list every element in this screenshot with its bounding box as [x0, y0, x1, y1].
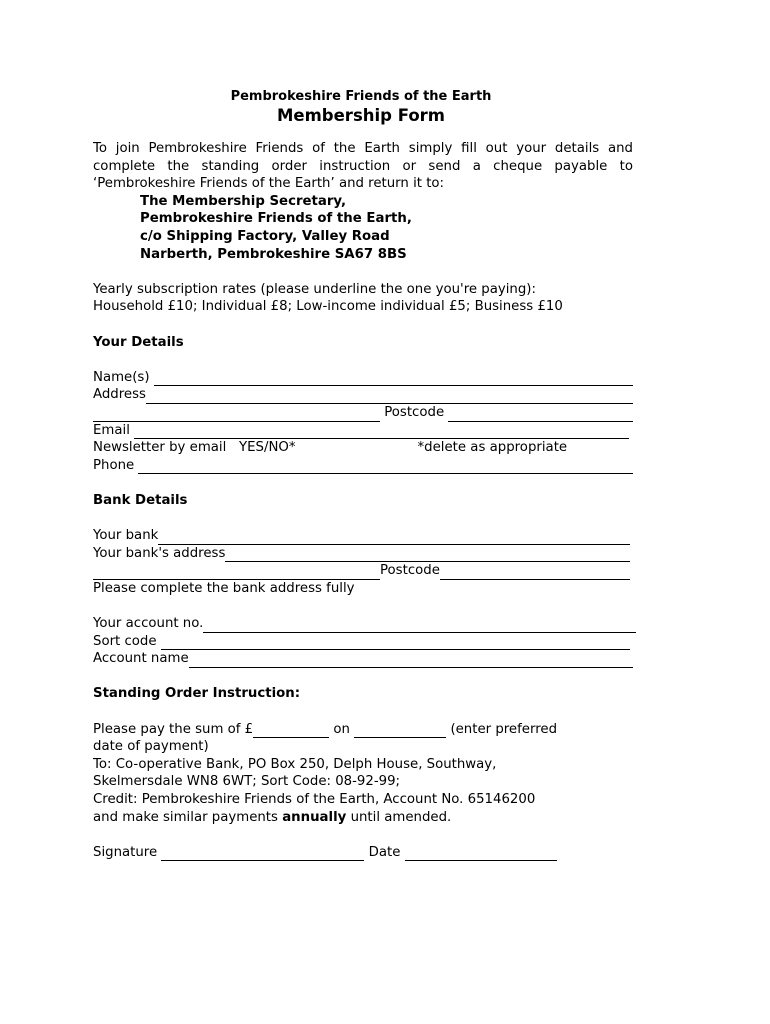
sort-code-input-line[interactable]: [161, 635, 630, 650]
address-line: Narberth, Pembrokeshire SA67 8BS: [140, 246, 407, 262]
pay-sum-label: Please pay the sum of £: [93, 721, 254, 737]
account-no-field: [93, 615, 633, 633]
phone-label: Phone: [93, 457, 135, 473]
bank-to-line-1: To: Co-operative Bank, PO Box 250, Delph House, Southway,: [93, 756, 497, 772]
sort-code-label: Sort code: [93, 633, 157, 649]
intro-text: To join Pembrokeshire Friends of the Earth simply fill out your details and complete the standing order instruction or send a cheque payable to ‘Pembrokeshire Friends of the Earth’ and return it to:: [93, 141, 633, 192]
pay-on-label: on: [333, 721, 350, 737]
email-label: Email: [93, 422, 130, 438]
date-input-line[interactable]: [405, 846, 557, 861]
form-title: Membership Form: [277, 106, 445, 125]
address-input-line[interactable]: [146, 389, 633, 404]
account-name-input-line[interactable]: [189, 653, 633, 668]
postcode-label: Postcode: [384, 404, 445, 420]
annually-text: annually: [282, 809, 347, 825]
bank-postcode-input-line[interactable]: [440, 565, 630, 580]
newsletter-label: Newsletter by email: [93, 440, 227, 456]
postal-address: [140, 193, 633, 263]
newsletter-field: [93, 439, 633, 457]
bank-address-label: Your bank's address: [93, 545, 226, 561]
bank-address-note: Please complete the bank address fully: [93, 580, 355, 596]
postcode-input-line[interactable]: [448, 407, 633, 422]
bank-input-line[interactable]: [158, 530, 630, 545]
bank-label: Your bank: [93, 528, 159, 544]
address-label: Address: [93, 387, 146, 403]
pay-date-input-line[interactable]: [354, 723, 446, 738]
names-label: Name(s): [93, 369, 150, 385]
sort-code-field: [93, 633, 633, 651]
pay-date-hint-cont: date of payment): [93, 739, 209, 755]
account-no-input-line[interactable]: [203, 618, 636, 633]
signature-input-line[interactable]: [161, 846, 364, 861]
membership-form-page: [93, 88, 633, 861]
signature-label: Signature: [93, 844, 158, 860]
email-input-line[interactable]: [134, 424, 629, 439]
address-line: The Membership Secretary,: [140, 193, 347, 209]
phone-field: [93, 457, 633, 475]
bank-field: [93, 527, 633, 545]
address-line: c/o Shipping Factory, Valley Road: [140, 228, 390, 244]
address-field: [93, 386, 633, 404]
your-details-heading: Your Details: [93, 334, 184, 350]
similar-prefix: and make similar payments: [93, 809, 278, 825]
address-line-2-input[interactable]: [93, 407, 380, 422]
date-label: Date: [368, 844, 401, 860]
bank-address-field: [93, 545, 633, 563]
newsletter-choice[interactable]: YES/NO*: [239, 440, 296, 456]
bank-address-line-2-input[interactable]: [93, 565, 380, 580]
rates-list: Household £10; Individual £8; Low-income individual £5; Business £10: [93, 299, 563, 315]
address-postcode-field: [93, 404, 633, 422]
pay-sum-field: [93, 721, 633, 739]
address-line: Pembrokeshire Friends of the Earth,: [140, 211, 412, 227]
bank-postcode-field: [93, 562, 633, 580]
account-no-label: Your account no.: [93, 616, 204, 632]
signature-field: [93, 844, 633, 862]
bank-details-heading: Bank Details: [93, 492, 188, 508]
bank-address-input-line[interactable]: [225, 547, 630, 562]
pay-date-hint: (enter preferred: [450, 721, 558, 737]
delete-note: *delete as appropriate: [417, 440, 568, 456]
credit-line: Credit: Pembrokeshire Friends of the Earth, Account No. 65146200: [93, 791, 536, 807]
similar-payments-line: [93, 809, 633, 827]
standing-order-heading: Standing Order Instruction:: [93, 686, 301, 702]
account-name-label: Account name: [93, 651, 189, 667]
email-field: [93, 422, 633, 440]
similar-suffix: until amended.: [350, 809, 452, 825]
organisation-name: Pembrokeshire Friends of the Earth: [230, 89, 492, 104]
rates-heading: Yearly subscription rates (please underline the one you're paying):: [93, 281, 536, 297]
bank-to-line-2: Skelmersdale WN8 6WT; Sort Code: 08-92-99;: [93, 774, 401, 790]
account-name-field: [93, 650, 633, 668]
names-field: [93, 369, 633, 387]
names-input-line[interactable]: [154, 371, 633, 386]
bank-postcode-label: Postcode: [380, 563, 440, 579]
phone-input-line[interactable]: [138, 459, 633, 474]
pay-sum-input-line[interactable]: [253, 723, 329, 738]
